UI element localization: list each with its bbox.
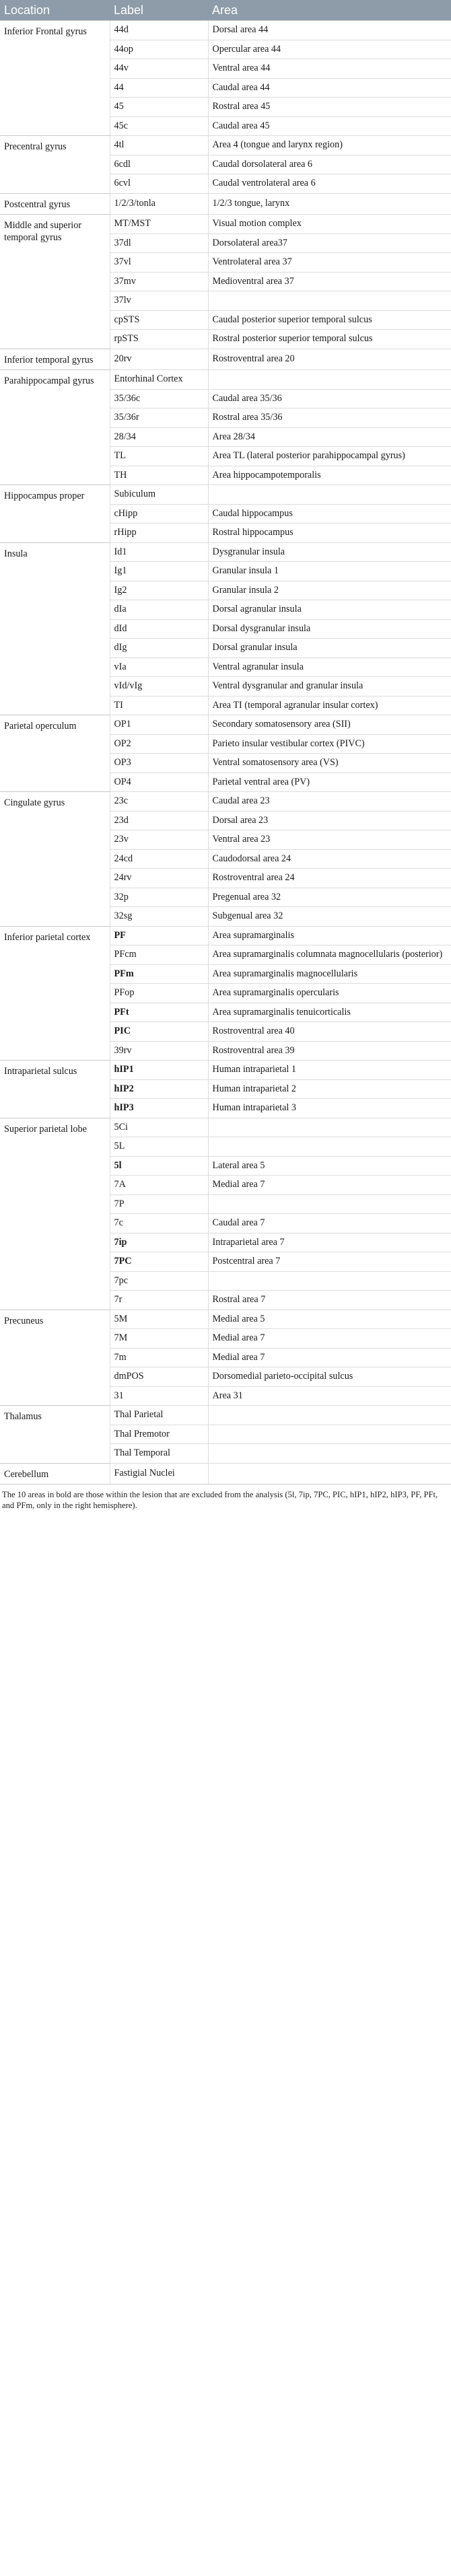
label-cell: PFcm	[110, 945, 208, 965]
label-cell: 31	[110, 1386, 208, 1406]
area-cell: Lateral area 5	[208, 1156, 451, 1176]
label-cell: OP1	[110, 715, 208, 735]
location-cell: Superior parietal lobe	[0, 1118, 110, 1310]
area-cell: Subgenual area 32	[208, 907, 451, 927]
location-cell: Intraparietal sulcus	[0, 1061, 110, 1118]
area-cell: Intraparietal area 7	[208, 1233, 451, 1252]
label-cell: dmPOS	[110, 1367, 208, 1387]
label-cell: PF	[110, 926, 208, 945]
location-cell: Inferior parietal cortex	[0, 926, 110, 1061]
label-cell: Thal Temporal	[110, 1444, 208, 1464]
table-row	[0, 1406, 451, 1425]
area-cell: Caudodorsal area 24	[208, 849, 451, 869]
label-cell: cpSTS	[110, 310, 208, 330]
header-row	[0, 0, 451, 21]
label-cell: 7PC	[110, 1252, 208, 1272]
label-cell: 24rv	[110, 869, 208, 888]
label-cell: 7P	[110, 1194, 208, 1214]
label-cell: 7A	[110, 1176, 208, 1195]
location-cell: Cerebellum	[0, 1463, 110, 1484]
location-cell: Postcentral gyrus	[0, 193, 110, 215]
area-cell: Area 31	[208, 1386, 451, 1406]
area-cell: Medial area 7	[208, 1348, 451, 1367]
area-cell: Caudal area 44	[208, 78, 451, 98]
area-cell: Ventral area 23	[208, 830, 451, 850]
area-cell: Medial area 7	[208, 1176, 451, 1195]
area-cell: Visual motion complex	[208, 215, 451, 234]
area-cell: Parieto insular vestibular cortex (PIVC)	[208, 734, 451, 754]
area-cell: Caudal dorsolateral area 6	[208, 155, 451, 174]
area-cell: Rostral area 7	[208, 1291, 451, 1310]
table-row	[0, 542, 451, 562]
area-cell: Human intraparietal 3	[208, 1099, 451, 1118]
area-cell: Area supramarginalis	[208, 926, 451, 945]
table-footnote: The 10 areas in bold are those within the lesion that are excluded from the analysis (5l, 7ip, 7PC, PIC, hIP1, hIP2, hIP3, PF, PFt, and PFm, only in the right hemisphere).	[2, 1490, 438, 1510]
label-cell: 7pc	[110, 1271, 208, 1291]
area-cell: Dorsomedial parieto-occipital sulcus	[208, 1367, 451, 1387]
area-cell: Dorsal granular insula	[208, 639, 451, 658]
label-cell: 44	[110, 78, 208, 98]
area-cell: Medial area 5	[208, 1310, 451, 1329]
table-row	[0, 215, 451, 234]
label-cell: Thal Premotor	[110, 1425, 208, 1444]
label-cell: hIP1	[110, 1061, 208, 1080]
label-cell: vIa	[110, 657, 208, 677]
table-row	[0, 485, 451, 505]
table-row	[0, 1310, 451, 1329]
label-cell: 44op	[110, 40, 208, 59]
area-cell: Caudal area 45	[208, 116, 451, 136]
label-cell: 7M	[110, 1329, 208, 1349]
table-row	[0, 21, 451, 40]
area-cell: Ventral dysgranular and granular insula	[208, 677, 451, 696]
label-cell: 32sg	[110, 907, 208, 927]
table-row	[0, 926, 451, 945]
label-cell: 45c	[110, 116, 208, 136]
label-cell: cHipp	[110, 504, 208, 524]
area-cell: Rostral hippocampus	[208, 524, 451, 543]
area-cell: Human intraparietal 2	[208, 1079, 451, 1099]
area-cell: Area supramarginalis magnocellularis	[208, 964, 451, 984]
label-cell: 7m	[110, 1348, 208, 1367]
area-cell	[208, 1406, 451, 1425]
label-cell: 5L	[110, 1137, 208, 1157]
area-cell	[208, 1137, 451, 1157]
label-cell: 24cd	[110, 849, 208, 869]
area-cell: Medial area 7	[208, 1329, 451, 1349]
area-cell: 1/2/3 tongue, larynx	[208, 193, 451, 215]
label-cell: MT/MST	[110, 215, 208, 234]
label-cell: 7r	[110, 1291, 208, 1310]
area-cell: Area supramarginalis columnata magnocellularis (posterior)	[208, 945, 451, 965]
area-cell	[208, 1444, 451, 1464]
area-cell: Area hippocampotemporalis	[208, 466, 451, 485]
area-cell: Dysgranular insula	[208, 542, 451, 562]
table-row	[0, 1061, 451, 1080]
header-label: Label	[110, 0, 208, 21]
label-cell: 39rv	[110, 1041, 208, 1061]
label-cell: rHipp	[110, 524, 208, 543]
area-cell: Rostral area 35/36	[208, 408, 451, 428]
area-cell: Dorsal area 23	[208, 811, 451, 830]
label-cell: Ig2	[110, 581, 208, 600]
area-cell: Area TI (temporal agranular insular cortex)	[208, 696, 451, 715]
table-body	[0, 21, 451, 1484]
label-cell: Id1	[110, 542, 208, 562]
area-cell: Dorsolateral area37	[208, 234, 451, 253]
label-cell: Subiculum	[110, 485, 208, 505]
location-cell: Cingulate gyrus	[0, 792, 110, 927]
label-cell: 7ip	[110, 1233, 208, 1252]
area-cell: Ventral area 44	[208, 59, 451, 79]
area-cell: Parietal ventral area (PV)	[208, 773, 451, 792]
area-cell: Rostroventral area 20	[208, 349, 451, 370]
label-cell: hIP3	[110, 1099, 208, 1118]
label-cell: dIa	[110, 600, 208, 620]
area-cell: Secondary somatosensory area (SII)	[208, 715, 451, 735]
label-cell: Thal Parietal	[110, 1406, 208, 1425]
area-cell: Ventral somatosensory area (VS)	[208, 754, 451, 773]
label-cell: vId/vIg	[110, 677, 208, 696]
label-cell: PIC	[110, 1022, 208, 1042]
location-cell: Inferior Frontal gyrus	[0, 21, 110, 136]
area-cell: Granular insula 2	[208, 581, 451, 600]
table-row	[0, 715, 451, 735]
location-cell: Middle and superior temporal gyrus	[0, 215, 110, 349]
area-cell: Postcentral area 7	[208, 1252, 451, 1272]
area-cell: Dorsal area 44	[208, 21, 451, 40]
area-cell	[208, 1271, 451, 1291]
table-row	[0, 1118, 451, 1137]
area-cell	[208, 485, 451, 505]
label-cell: 6cvl	[110, 174, 208, 194]
label-cell: 37mv	[110, 272, 208, 291]
area-cell: Caudal area 7	[208, 1214, 451, 1233]
label-cell: OP3	[110, 754, 208, 773]
label-cell: 37dl	[110, 234, 208, 253]
area-cell: Caudal ventrolateral area 6	[208, 174, 451, 194]
area-cell: Human intraparietal 1	[208, 1061, 451, 1080]
table-row	[0, 1463, 451, 1484]
label-cell: dId	[110, 619, 208, 639]
area-cell: Area 28/34	[208, 427, 451, 447]
table-row	[0, 792, 451, 812]
label-cell: 23d	[110, 811, 208, 830]
table-row	[0, 136, 451, 155]
area-cell: Rostroventral area 24	[208, 869, 451, 888]
label-cell: PFt	[110, 1003, 208, 1022]
label-cell: 32p	[110, 888, 208, 907]
label-cell: Ig1	[110, 562, 208, 581]
location-cell: Precuneus	[0, 1310, 110, 1406]
label-cell: 7c	[110, 1214, 208, 1233]
label-cell: 23v	[110, 830, 208, 850]
label-cell: hIP2	[110, 1079, 208, 1099]
area-cell: Caudal area 35/36	[208, 389, 451, 408]
area-cell	[208, 1425, 451, 1444]
area-cell: Caudal area 23	[208, 792, 451, 812]
area-cell: Rostroventral area 39	[208, 1041, 451, 1061]
area-cell: Area supramarginalis tenuicorticalis	[208, 1003, 451, 1022]
label-cell: PFop	[110, 984, 208, 1003]
label-cell: 45	[110, 98, 208, 117]
area-cell: Area 4 (tongue and larynx region)	[208, 136, 451, 155]
area-cell: Rostroventral area 40	[208, 1022, 451, 1042]
location-cell: Precentral gyrus	[0, 136, 110, 194]
label-cell: 37vl	[110, 253, 208, 273]
area-cell: Rostral posterior superior temporal sulcus	[208, 330, 451, 349]
location-cell: Hippocampus proper	[0, 485, 110, 543]
label-cell: PFm	[110, 964, 208, 984]
label-cell: Entorhinal Cortex	[110, 370, 208, 390]
area-cell: Caudal posterior superior temporal sulcus	[208, 310, 451, 330]
area-cell: Ventrolateral area 37	[208, 253, 451, 273]
label-cell: TI	[110, 696, 208, 715]
label-cell: rpSTS	[110, 330, 208, 349]
label-cell: 35/36c	[110, 389, 208, 408]
area-cell: Pregenual area 32	[208, 888, 451, 907]
label-cell: 28/34	[110, 427, 208, 447]
area-cell: Caudal hippocampus	[208, 504, 451, 524]
label-cell: dIg	[110, 639, 208, 658]
label-cell: OP2	[110, 734, 208, 754]
label-cell: 37lv	[110, 291, 208, 311]
label-cell: Fastigial Nuclei	[110, 1463, 208, 1484]
header-location: Location	[0, 0, 110, 21]
location-cell: Inferior temporal gyrus	[0, 349, 110, 370]
label-cell: 44v	[110, 59, 208, 79]
location-cell: Parahippocampal gyrus	[0, 370, 110, 485]
table-row	[0, 193, 451, 215]
area-cell: Granular insula 1	[208, 562, 451, 581]
area-cell: Dorsal agranular insula	[208, 600, 451, 620]
area-cell: Rostral area 45	[208, 98, 451, 117]
table-row	[0, 370, 451, 390]
area-cell	[208, 370, 451, 390]
area-cell: Dorsal dysgranular insula	[208, 619, 451, 639]
label-cell: 5Ci	[110, 1118, 208, 1137]
label-cell: 1/2/3/tonla	[110, 193, 208, 215]
label-cell: TH	[110, 466, 208, 485]
label-cell: 35/36r	[110, 408, 208, 428]
location-cell: Insula	[0, 542, 110, 715]
header-area: Area	[208, 0, 451, 21]
area-cell	[208, 1194, 451, 1214]
label-cell: 4tl	[110, 136, 208, 155]
area-cell: Opercular area 44	[208, 40, 451, 59]
label-cell: 44d	[110, 21, 208, 40]
label-cell: 20rv	[110, 349, 208, 370]
area-cell	[208, 291, 451, 311]
location-cell: Thalamus	[0, 1406, 110, 1464]
label-cell: 5M	[110, 1310, 208, 1329]
label-cell: 5l	[110, 1156, 208, 1176]
label-cell: 6cdl	[110, 155, 208, 174]
area-cell: Ventral agranular insula	[208, 657, 451, 677]
area-cell: Area TL (lateral posterior parahippocampal gyrus)	[208, 447, 451, 466]
table-header	[0, 0, 451, 21]
area-cell	[208, 1118, 451, 1137]
area-cell	[208, 1463, 451, 1484]
table-row	[0, 349, 451, 370]
area-cell: Medioventral area 37	[208, 272, 451, 291]
location-cell: Parietal operculum	[0, 715, 110, 792]
label-cell: OP4	[110, 773, 208, 792]
label-cell: TL	[110, 447, 208, 466]
label-cell: 23c	[110, 792, 208, 812]
area-cell: Area supramarginalis opercularis	[208, 984, 451, 1003]
